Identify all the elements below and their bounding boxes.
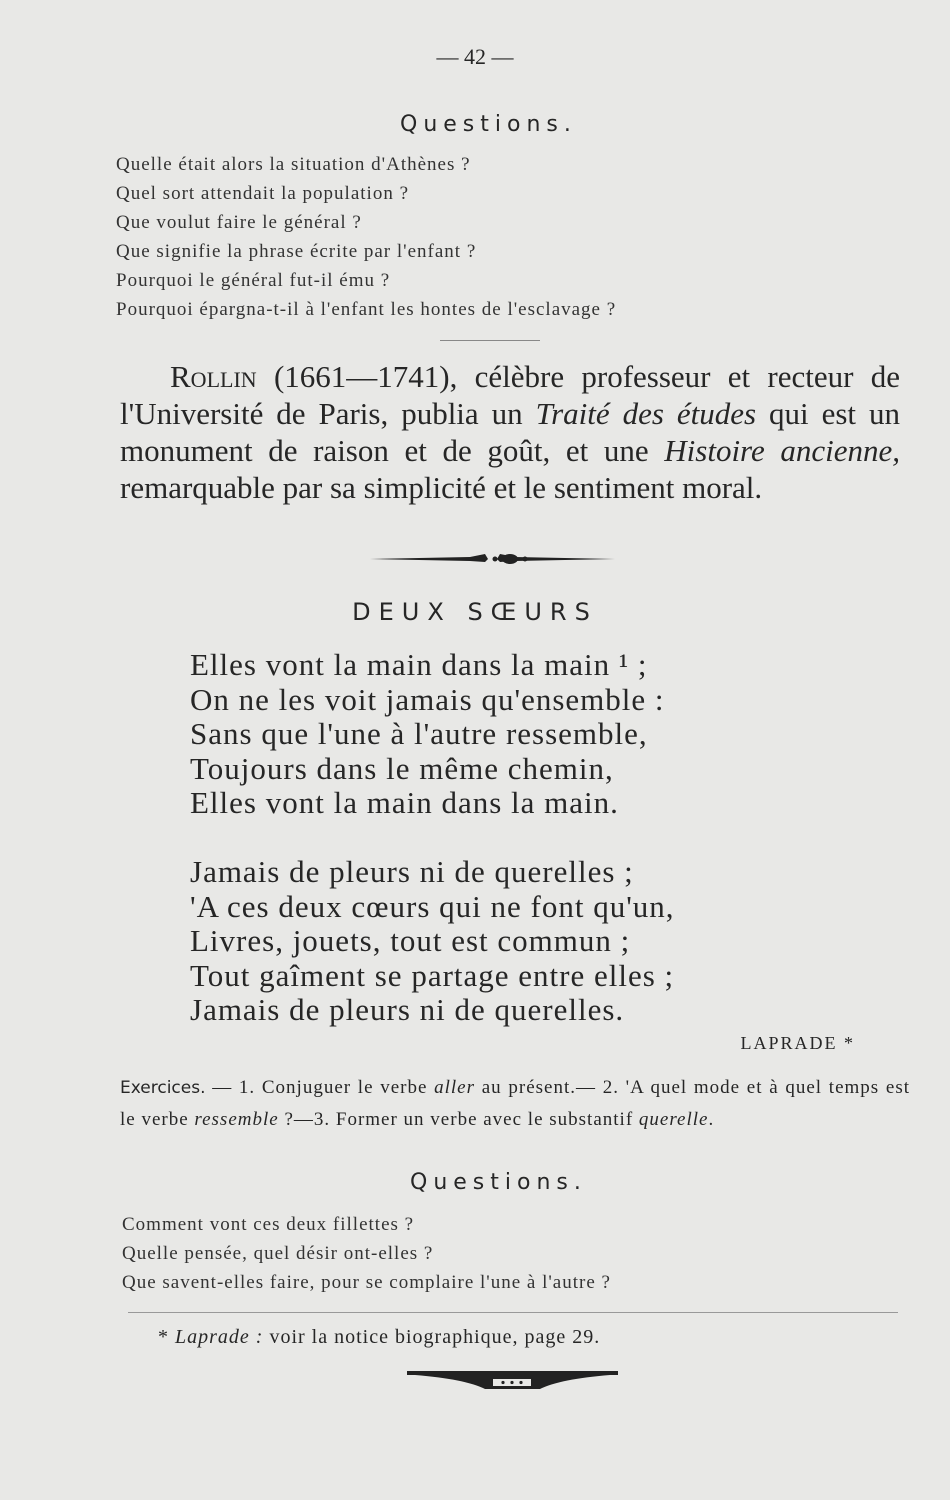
- poem-line: On ne les voit jamais qu'ensemble :: [190, 681, 665, 717]
- question-item: Quelle était alors la situation d'Athènes ?: [116, 154, 471, 175]
- question-item: Pourquoi épargna-t-il à l'enfant les hontes de l'esclavage ?: [116, 299, 617, 320]
- exercices-text: — 1. Conjuguer le verbe: [205, 1077, 435, 1098]
- poem-line: Elles vont la main dans la main ¹ ;: [190, 647, 648, 682]
- rollin-text-3: remarquable par sa simplicité et le sentiment moral.: [120, 470, 763, 505]
- poem-author: LAPRADE *: [740, 1033, 855, 1053]
- ornament-divider-icon: [370, 550, 615, 566]
- question-item: Pourquoi le général fut-il ému ?: [116, 270, 391, 291]
- rollin-text-2: qui est un monument de raison et de goût, et une: [120, 396, 900, 468]
- questions-list-2: [122, 1210, 611, 1297]
- rollin-book-2: Histoire ancienne,: [664, 433, 900, 468]
- rollin-paragraph: [120, 358, 900, 506]
- question-item: Que savent-elles faire, pour se complaire l'une à l'autre ?: [122, 1272, 611, 1293]
- question-item: Comment vont ces deux fillettes ?: [122, 1214, 415, 1235]
- poem-line: Jamais de pleurs ni de querelles ;: [190, 854, 634, 889]
- poem-line: Jamais de pleurs ni de querelles.: [190, 992, 625, 1027]
- footnote-rule: [128, 1312, 898, 1313]
- exercices-text: au présent.— 2. 'A quel mode et à quel temps est le verbe: [120, 1077, 910, 1130]
- exercices-word: querelle: [638, 1109, 709, 1130]
- exercices-paragraph: [120, 1072, 910, 1135]
- poem-line: Toujours dans le même chemin,: [190, 750, 614, 786]
- footnote: [158, 1326, 600, 1349]
- poem-line: Elles vont la main dans la main.: [190, 785, 619, 820]
- exercices-word: aller: [434, 1077, 476, 1098]
- footnote-text: voir la notice biographique, page 29.: [263, 1326, 601, 1348]
- footnote-name: Laprade :: [175, 1326, 264, 1348]
- rollin-name: Rollin: [170, 359, 257, 394]
- poem-line: Sans que l'une à l'autre ressemble,: [190, 716, 648, 751]
- section-divider: [440, 340, 540, 341]
- question-item: Que signifie la phrase écrite par l'enfant ?: [116, 241, 477, 262]
- exercices-label: Exercices.: [120, 1078, 206, 1098]
- exercices-text: ?—3. Former un verbe avec le substantif: [278, 1109, 639, 1130]
- question-item: Que voulut faire le général ?: [116, 212, 362, 233]
- rollin-text-1: (1661—1741), célèbre professeur et recteur de l'Université de Paris, publia un: [120, 359, 900, 431]
- question-item: Quel sort attendait la population ?: [116, 183, 410, 204]
- questions-heading: Questions.: [400, 112, 577, 137]
- footnote-mark: *: [158, 1326, 175, 1348]
- rollin-book-1: Traité des études: [535, 396, 757, 431]
- exercices-word: ressemble: [194, 1109, 279, 1130]
- question-item: Quelle pensée, quel désir ont-elles ?: [122, 1243, 434, 1264]
- poem-stanza-2: [190, 855, 675, 1028]
- poem-title: DEUX SŒURS: [352, 598, 598, 626]
- poem-line: Tout gaîment se partage entre elles ;: [190, 957, 675, 993]
- exercices-text: .: [708, 1109, 715, 1130]
- tailpiece-ornament-icon: [405, 1367, 620, 1393]
- poem-line: Livres, jouets, tout est commun ;: [190, 923, 631, 958]
- questions-list: [116, 150, 616, 324]
- questions-heading-2: Questions.: [410, 1170, 587, 1195]
- page-number: — 42 —: [436, 44, 514, 69]
- poem-stanza-1: [190, 648, 665, 821]
- poem-line: 'A ces deux cœurs qui ne font qu'un,: [190, 888, 675, 924]
